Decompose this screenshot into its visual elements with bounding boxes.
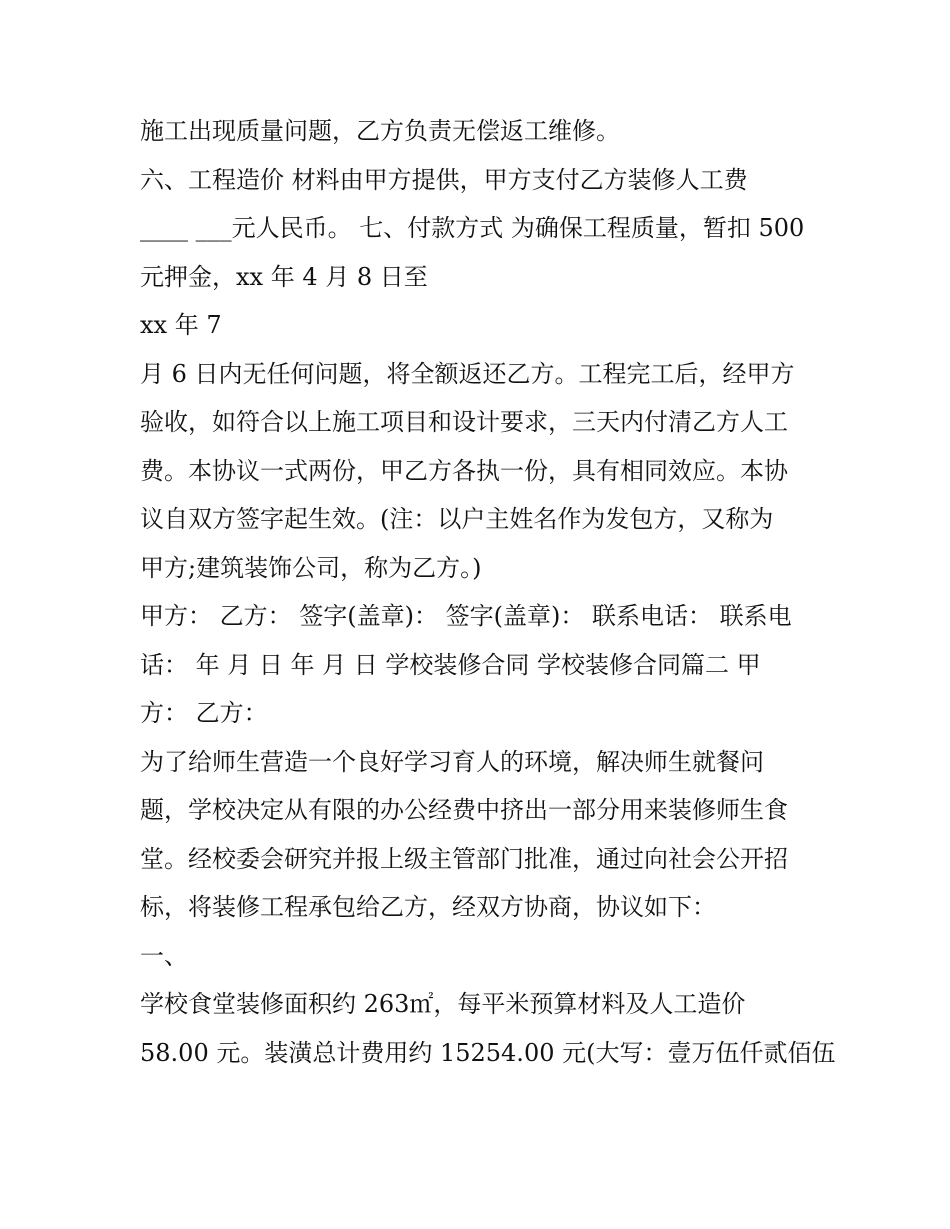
- text-line: 话： 年 月 日 年 月 日 学校装修合同 学校装修合同篇二 甲: [140, 650, 761, 679]
- text-line: 堂。经校委会研究并报上级主管部门批准，通过向社会公开招: [140, 844, 788, 873]
- text-line: ____ ___元人民币。 七、付款方式 为确保工程质量，暂扣 500: [140, 214, 805, 242]
- text-line: 验收，如符合以上施工项目和设计要求，三天内付清乙方人工: [140, 408, 788, 436]
- text-line: 元押金，xx 年 4 月 8 日至: [140, 262, 428, 291]
- text-line: 六、工程造价 材料由甲方提供，甲方支付乙方装修人工费: [140, 165, 748, 194]
- text-line: 施工出现质量问题，乙方负责无偿返工维修。: [140, 117, 620, 145]
- text-line: 方： 乙方：: [140, 699, 268, 727]
- text-line: xx 年 7: [140, 311, 222, 339]
- text-line: 甲方： 乙方： 签字(盖章)： 签字(盖章)： 联系电话： 联系电: [140, 602, 792, 630]
- text-line: 题，学校决定从有限的办公经费中挤出一部分用来装修师生食: [140, 796, 788, 824]
- text-line: 学校食堂装修面积约 263㎡，每平米预算材料及人工造价: [140, 990, 746, 1018]
- text-line: 标，将装修工程承包给乙方，经双方协商，协议如下：: [140, 893, 716, 921]
- document-body: [140, 107, 836, 1077]
- text-line: 58.00 元。装潢总计费用约 15254.00 元(大写：壹万伍仟贰佰伍: [140, 1038, 836, 1067]
- text-line: 一、: [140, 941, 188, 970]
- text-line: 为了给师生营造一个良好学习育人的环境，解决师生就餐问: [140, 747, 764, 776]
- text-line: 月 6 日内无任何问题，将全额返还乙方。工程完工后，经甲方: [140, 359, 795, 388]
- text-line: 甲方;建筑装饰公司，称为乙方。): [140, 553, 482, 582]
- text-line: 费。本协议一式两份，甲乙方各执一份，具有相同效应。本协: [140, 456, 788, 485]
- text-line: 议自双方签字起生效。(注：以户主姓名作为发包方，又称为: [140, 505, 774, 533]
